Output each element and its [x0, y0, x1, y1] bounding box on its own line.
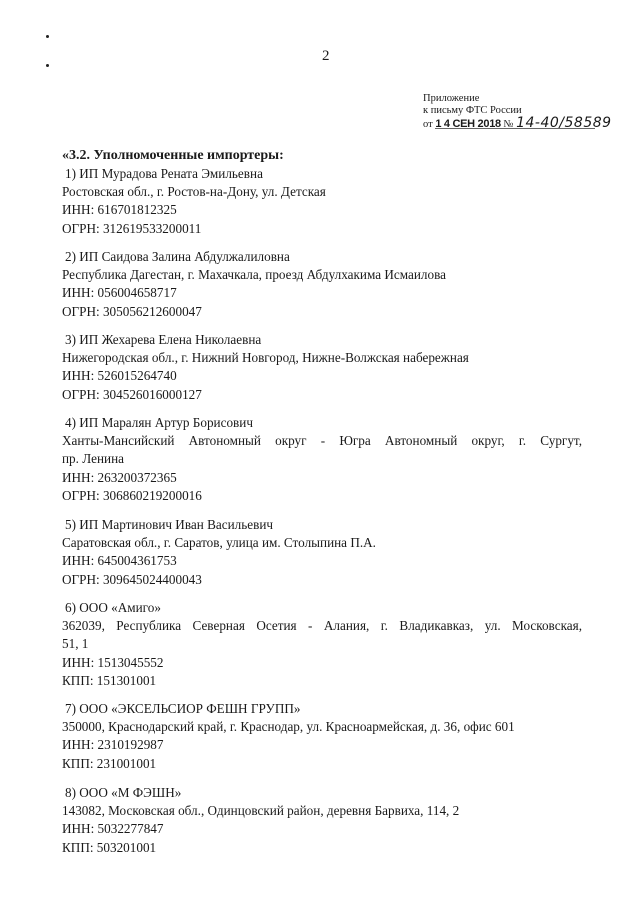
importer-kpp: КПП: 503201001	[62, 839, 157, 855]
importer-inn: ИНН: 1513045552	[62, 654, 164, 670]
importer-entry	[62, 248, 582, 321]
importer-address-continuation: 51, 1	[62, 636, 89, 652]
importer-address: Нижегородская обл., г. Нижний Новгород, Нижне-Волжская набережная	[62, 350, 469, 366]
appendix-block	[423, 93, 612, 131]
importer-inn: ИНН: 5032277847	[62, 821, 164, 837]
importer-kpp: КПП: 151301001	[62, 672, 157, 688]
importer-entry	[62, 331, 582, 404]
section-title: «3.2. Уполномоченные импортеры:	[62, 148, 284, 163]
importer-heading: 1) ИП Мурадова Рената Эмильевна	[65, 166, 263, 181]
importer-ogrn: ОГРН: 304526016000127	[62, 386, 202, 402]
importer-inn: ИНН: 2310192987	[62, 737, 164, 753]
scan-speck	[46, 35, 49, 38]
importer-address: Саратовская обл., г. Саратов, улица им. Столыпина П.А.	[62, 535, 376, 551]
importer-address: Ростовская обл., г. Ростов-на-Дону, ул. Детская	[62, 184, 326, 200]
importer-address: Ханты-Мансийский Автономный округ - Югра Автономный округ, г. Сургут,	[62, 433, 582, 449]
importer-inn: ИНН: 263200372365	[62, 469, 177, 485]
importer-address: Республика Дагестан, г. Махачкала, проезд Абдулхакима Исмаилова	[62, 267, 446, 283]
page-number: 2	[322, 48, 330, 64]
importer-heading: 5) ИП Мартинович Иван Васильевич	[65, 517, 274, 532]
importer-ogrn: ОГРН: 309645024400043	[62, 571, 202, 587]
importer-inn: ИНН: 526015264740	[62, 368, 177, 384]
importer-address-continuation: пр. Ленина	[62, 451, 124, 467]
importer-ogrn: ОГРН: 305056212600047	[62, 303, 202, 319]
handwritten-letter-number: 14-40/58589	[516, 115, 612, 131]
importer-heading: 2) ИП Саидова Залина Абдулжалиловна	[65, 249, 290, 264]
importer-entry	[62, 516, 582, 589]
importer-heading: 4) ИП Маралян Артур Борисович	[65, 415, 253, 430]
importer-entry	[62, 700, 582, 773]
importer-heading: 8) ООО «М ФЭШН»	[65, 785, 182, 800]
scan-speck	[46, 64, 49, 67]
importer-heading: 3) ИП Жехарева Елена Николаевна	[65, 332, 262, 347]
appendix-title: Приложение	[423, 93, 480, 104]
importer-entry	[62, 414, 582, 505]
appendix-letter-ref: к письму ФТС России	[423, 105, 522, 116]
number-prefix: №	[503, 119, 514, 130]
importer-address: 362039, Республика Северная Осетия - Алания, г. Владикавказ, ул. Московская,	[62, 618, 582, 634]
importer-heading: 6) ООО «Амиго»	[65, 600, 161, 615]
importer-entry	[62, 784, 582, 857]
importer-kpp: КПП: 231001001	[62, 755, 157, 771]
date-stamp: 1 4 СЕН 2018	[435, 118, 501, 130]
importer-address: 350000, Краснодарский край, г. Краснодар, ул. Красноармейская, д. 36, офис 601	[62, 719, 515, 735]
importer-entry	[62, 599, 582, 690]
importer-inn: ИНН: 645004361753	[62, 553, 177, 569]
importer-inn: ИНН: 056004658717	[62, 285, 177, 301]
importer-ogrn: ОГРН: 312619533200011	[62, 220, 202, 236]
importer-heading: 7) ООО «ЭКСЕЛЬСИОР ФЕШН ГРУПП»	[65, 701, 301, 716]
importer-entry	[62, 165, 582, 238]
importer-ogrn: ОГРН: 306860219200016	[62, 487, 202, 503]
appendix-date-prefix: от	[423, 119, 433, 130]
importer-inn: ИНН: 616701812325	[62, 202, 177, 218]
importer-address: 143082, Московская обл., Одинцовский район, деревня Барвиха, 114, 2	[62, 803, 460, 819]
appendix-underline	[435, 128, 595, 129]
